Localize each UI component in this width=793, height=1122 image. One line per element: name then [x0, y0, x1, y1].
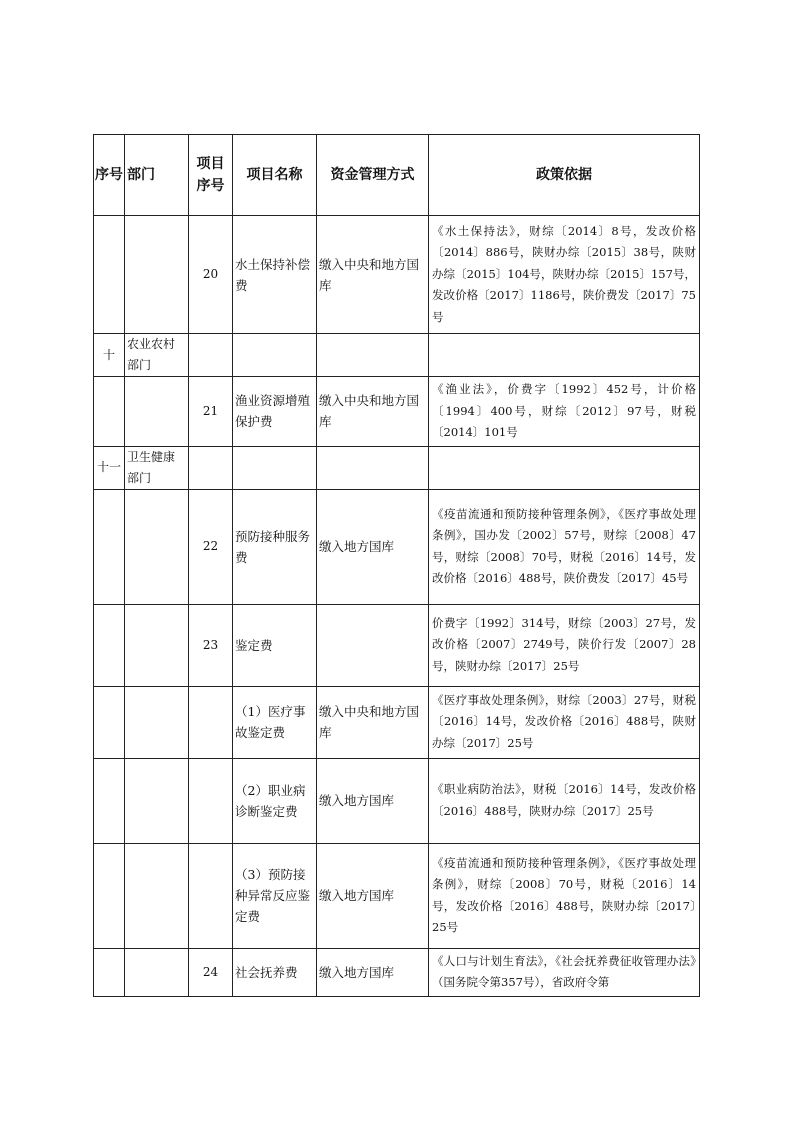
header-fund-mgmt: 资金管理方式	[317, 135, 429, 216]
cell-item-seq: 23	[189, 604, 233, 686]
cell-policy: 《医疗事故处理条例》，财综〔2003〕27号，财税〔2016〕14号，发改价格〔2016〕488号，陕财办综〔2017〕25号	[429, 686, 700, 758]
cell-item-seq	[189, 334, 233, 377]
table-row	[94, 377, 700, 447]
cell-item-name	[233, 446, 317, 489]
cell-seq	[94, 489, 125, 604]
cell-item-seq: 20	[189, 216, 233, 334]
cell-seq	[94, 377, 125, 447]
table-row	[94, 948, 700, 996]
cell-item-seq: 24	[189, 948, 233, 996]
cell-dept	[125, 843, 189, 948]
cell-item-name: 鉴定费	[233, 604, 317, 686]
cell-seq: 十一	[94, 446, 125, 489]
cell-seq	[94, 758, 125, 843]
cell-fund-mgmt: 缴入地方国库	[317, 843, 429, 948]
cell-item-seq	[189, 843, 233, 948]
fee-table	[93, 134, 700, 997]
table-row	[94, 216, 700, 334]
table-row	[94, 446, 700, 489]
cell-fund-mgmt: 缴入中央和地方国库	[317, 686, 429, 758]
header-seq: 序号	[94, 135, 125, 216]
cell-fund-mgmt: 缴入中央和地方国库	[317, 377, 429, 447]
cell-fund-mgmt	[317, 334, 429, 377]
cell-fund-mgmt: 缴入地方国库	[317, 758, 429, 843]
cell-item-seq	[189, 446, 233, 489]
cell-policy: 《水土保持法》，财综〔2014〕8号，发改价格〔2014〕886号，陕财办综〔2015〕38号，陕财办综〔2015〕104号，陕财办综〔2015〕157号，发改价格〔2017〕1186号，陕价费发〔2017〕75号	[429, 216, 700, 334]
cell-item-name: （1）医疗事故鉴定费	[233, 686, 317, 758]
table-row	[94, 489, 700, 604]
cell-item-name: 水土保持补偿费	[233, 216, 317, 334]
cell-policy	[429, 334, 700, 377]
header-item-name: 项目名称	[233, 135, 317, 216]
cell-item-name: 预防接种服务费	[233, 489, 317, 604]
table-row	[94, 758, 700, 843]
cell-dept	[125, 216, 189, 334]
cell-item-name	[233, 334, 317, 377]
cell-item-name: 社会抚养费	[233, 948, 317, 996]
cell-policy	[429, 446, 700, 489]
cell-fund-mgmt	[317, 604, 429, 686]
cell-item-name: （2）职业病诊断鉴定费	[233, 758, 317, 843]
cell-dept	[125, 758, 189, 843]
cell-dept: 农业农村部门	[125, 334, 189, 377]
cell-fund-mgmt: 缴入地方国库	[317, 948, 429, 996]
table-row	[94, 843, 700, 948]
cell-dept	[125, 604, 189, 686]
cell-dept	[125, 686, 189, 758]
cell-policy: 《渔业法》，价费字〔1992〕452号，计价格〔1994〕400号，财综〔2012〕97号，财税〔2014〕101号	[429, 377, 700, 447]
cell-policy: 价费字〔1992〕314号，财综〔2003〕27号，发改价格〔2007〕2749号，陕价行发〔2007〕28号，陕财办综〔2017〕25号	[429, 604, 700, 686]
cell-dept	[125, 377, 189, 447]
cell-policy: 《疫苗流通和预防接种管理条例》，《医疗事故处理条例》，财综〔2008〕70号，财税〔2016〕14号，发改价格〔2016〕488号，陕财办综〔2017〕25号	[429, 843, 700, 948]
cell-item-seq: 22	[189, 489, 233, 604]
cell-policy: 《疫苗流通和预防接种管理条例》，《医疗事故处理条例》，国办发〔2002〕57号，财综〔2008〕47号，财综〔2008〕70号，财税〔2016〕14号，发改价格〔2016〕488号，陕价费发〔2017〕45号	[429, 489, 700, 604]
cell-item-name: （3）预防接种异常反应鉴定费	[233, 843, 317, 948]
cell-seq	[94, 686, 125, 758]
table-row	[94, 604, 700, 686]
cell-item-seq: 21	[189, 377, 233, 447]
table-header-row	[94, 135, 700, 216]
cell-seq	[94, 948, 125, 996]
cell-item-seq	[189, 686, 233, 758]
cell-dept	[125, 948, 189, 996]
cell-fund-mgmt	[317, 446, 429, 489]
cell-fund-mgmt: 缴入地方国库	[317, 489, 429, 604]
cell-seq	[94, 604, 125, 686]
table-row	[94, 334, 700, 377]
cell-dept	[125, 489, 189, 604]
header-dept: 部门	[125, 135, 189, 216]
table-row	[94, 686, 700, 758]
cell-policy: 《人口与计划生育法》，《社会抚养费征收管理办法》（国务院令第357号），省政府令第	[429, 948, 700, 996]
cell-seq	[94, 843, 125, 948]
cell-seq: 十	[94, 334, 125, 377]
header-item-seq: 项目序号	[189, 135, 233, 216]
cell-policy: 《职业病防治法》，财税〔2016〕14号，发改价格〔2016〕488号，陕财办综〔2017〕25号	[429, 758, 700, 843]
cell-item-name: 渔业资源增殖保护费	[233, 377, 317, 447]
cell-fund-mgmt: 缴入中央和地方国库	[317, 216, 429, 334]
cell-dept: 卫生健康部门	[125, 446, 189, 489]
cell-seq	[94, 216, 125, 334]
cell-item-seq	[189, 758, 233, 843]
header-policy: 政策依据	[429, 135, 700, 216]
